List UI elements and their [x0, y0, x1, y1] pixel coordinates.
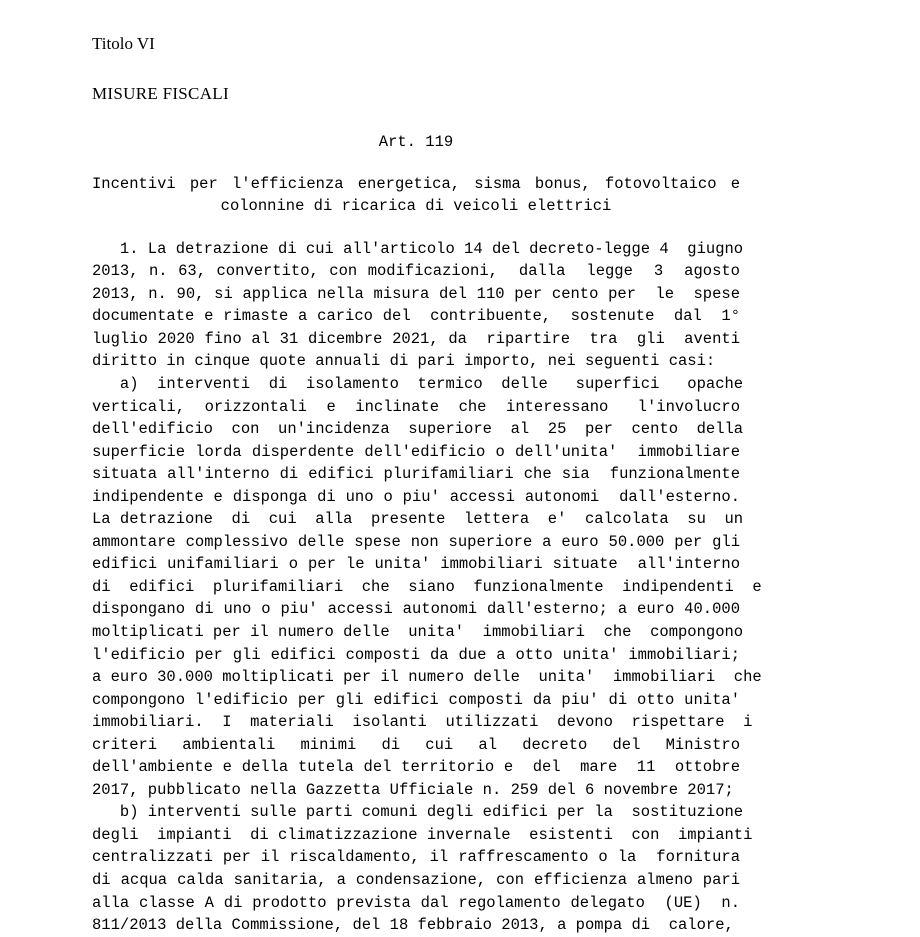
text-line: dell'edificio con un'incidenza superiore al 25 per cento della — [92, 420, 744, 439]
text-line: edifici unifamiliari o per le unita' immobiliari situate all'interno — [92, 555, 740, 574]
text-line: luglio 2020 fino al 31 dicembre 2021, da ripartire tra gli aventi — [92, 329, 740, 348]
text-line: alla classe A di prodotto prevista dal regolamento delegato (UE) n. — [92, 893, 740, 912]
article-title — [92, 173, 740, 218]
text-line: La detrazione di cui alla presente lettera e' calcolata su un — [92, 510, 744, 529]
text-line: degli impianti di climatizzazione invernale esistenti con impianti — [92, 825, 753, 844]
titolo-label: Titolo VI — [92, 34, 155, 53]
article-title-line-2: colonnine di ricarica di veicoli elettrici — [220, 197, 612, 216]
text-line: immobiliari. I materiali isolanti utilizzati devono rispettare i — [92, 713, 753, 732]
text-line: centralizzati per il riscaldamento, il raffrescamento o la fornitura — [92, 848, 740, 867]
text-line: situata all'interno di edifici plurifamiliari che sia funzionalmente — [92, 465, 740, 484]
text-line: 2013, n. 63, convertito, con modificazioni, dalla legge 3 agosto — [92, 262, 740, 281]
text-line: 2017, pubblicato nella Gazzetta Ufficiale n. 259 del 6 novembre 2017; — [92, 780, 734, 799]
article-title-line-1: Incentivi per l'efficienza energetica, sisma bonus, fotovoltaico e — [92, 174, 740, 193]
text-line: 1. La detrazione di cui all'articolo 14 del decreto-legge 4 giugno — [92, 239, 744, 258]
document-heading — [92, 34, 740, 105]
text-line: a) interventi di isolamento termico delle superfici opache — [92, 375, 744, 393]
text-line: moltiplicati per il numero delle unita' immobiliari che compongono — [92, 623, 744, 642]
section-title: MISURE FISCALI — [92, 84, 229, 104]
text-line: a euro 30.000 moltiplicati per il numero delle unita' immobiliari che — [92, 668, 762, 687]
text-line: 811/2013 della Commissione, del 18 febbraio 2013, a pompa di calore, — [92, 916, 734, 935]
text-line: diritto in cinque quote annuali di pari importo, nei seguenti casi: — [92, 352, 716, 371]
text-line: di edifici plurifamiliari che siano funzionalmente indipendenti e — [92, 577, 762, 596]
article-number: Art. 119 — [378, 132, 454, 151]
text-line: di acqua calda sanitaria, a condensazione, con efficienza almeno pari — [92, 871, 740, 890]
text-line: indipendente e disponga di uno o piu' accessi autonomi dall'esterno. — [92, 487, 740, 506]
text-line: dell'ambiente e della tutela del territorio e del mare 11 ottobre — [92, 758, 740, 777]
paragraph-comma-1 — [92, 238, 744, 373]
text-line: documentate e rimaste a carico del contribuente, sostenute dal 1° — [92, 307, 740, 326]
text-line: l'edificio per gli edifici composti da due a otto unita' immobiliari; — [92, 645, 740, 664]
text-line: criteri ambientali minimi di cui al decreto del Ministro — [92, 735, 740, 754]
text-line: b) interventi sulle parti comuni degli edifici per la sostituzione — [92, 803, 744, 822]
text-line: ammontare complessivo delle spese non superiore a euro 50.000 per gli — [92, 532, 740, 551]
document-body — [92, 238, 762, 937]
text-line: superficie lorda disperdente dell'edificio o dell'unita' immobiliare — [92, 442, 740, 461]
paragraph-lettera-b — [92, 801, 753, 936]
text-line: 2013, n. 90, si applica nella misura del 110 per cento per le spese — [92, 284, 740, 303]
text-line: verticali, orizzontali e inclinate che interessano l'involucro — [92, 397, 740, 416]
text-line: dispongano di uno o piu' accessi autonomi dall'esterno; a euro 40.000 — [92, 600, 740, 619]
paragraph-lettera-a — [92, 373, 762, 801]
text-line: compongono l'edificio per gli edifici composti da piu' di otto unita' — [92, 690, 740, 709]
